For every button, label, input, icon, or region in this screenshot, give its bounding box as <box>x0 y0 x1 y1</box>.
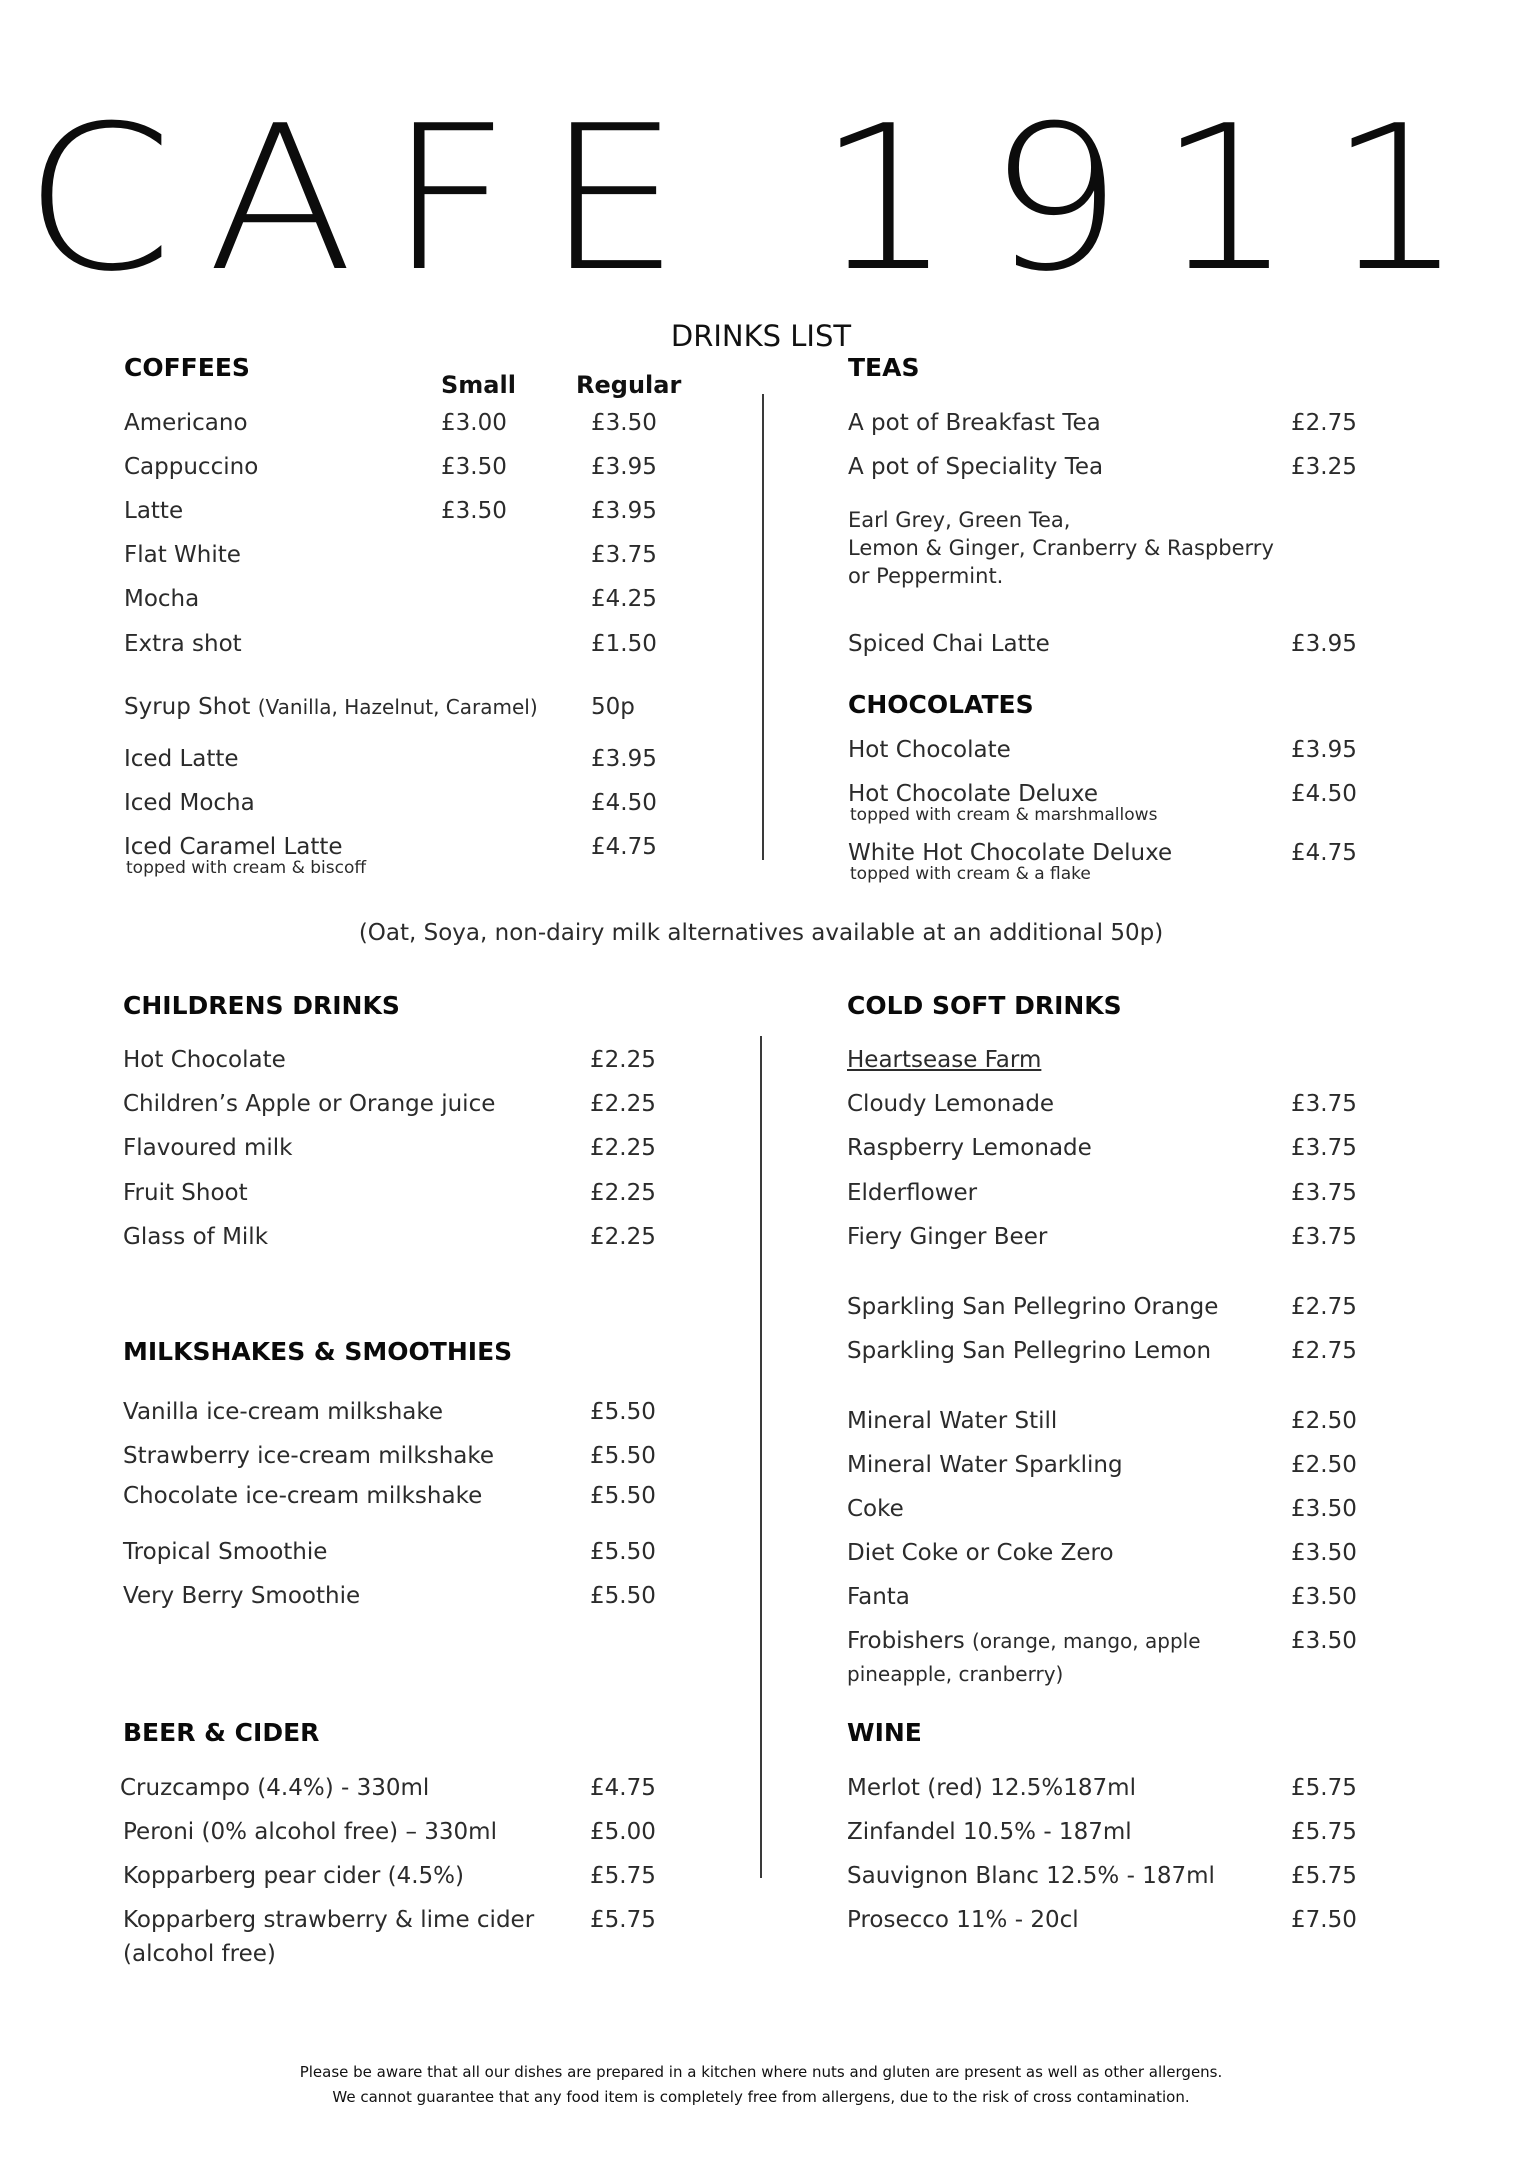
item-name: Diet Coke or Coke Zero <box>847 1540 1114 1566</box>
item-name: Strawberry ice-cream milkshake <box>123 1443 495 1469</box>
item-price: £2.25 <box>590 1224 656 1250</box>
item-name: Flat White <box>124 542 241 568</box>
item-price: £2.75 <box>1291 1338 1357 1364</box>
item-name: Hot Chocolate <box>848 737 1011 763</box>
item-name: Mineral Water Still <box>847 1408 1058 1434</box>
item-price: £5.50 <box>590 1399 656 1425</box>
item-price: £3.75 <box>1291 1224 1357 1250</box>
item-name: Sauvignon Blanc 12.5% - 187ml <box>847 1863 1215 1889</box>
item-name: Kopparberg strawberry & lime cider <box>123 1907 535 1933</box>
item-price: £5.75 <box>1291 1775 1357 1801</box>
item-name: A pot of Breakfast Tea <box>848 410 1101 436</box>
milkshakes-heading: MILKSHAKES & SMOOTHIES <box>123 1337 513 1366</box>
allergen-notice-line-2: We cannot guarantee that any food item is completely free from allergens, due to the risk of cross contamination. <box>332 2088 1190 2106</box>
item-price: £5.50 <box>590 1539 656 1565</box>
item-name: Chocolate ice-cream milkshake <box>123 1483 483 1509</box>
item-price: £2.75 <box>1291 410 1357 436</box>
item-name: Iced Caramel Latte <box>124 834 343 860</box>
item-name: Frobishers (orange, mango, apple <box>847 1628 1201 1654</box>
item-name: Fiery Ginger Beer <box>847 1224 1048 1250</box>
item-price: £3.50 <box>1291 1496 1357 1522</box>
item-price: £3.25 <box>1291 454 1357 480</box>
item-subtext: topped with cream & a flake <box>850 864 1091 884</box>
item-price: £5.50 <box>590 1583 656 1609</box>
item-name: Kopparberg pear cider (4.5%) <box>123 1863 465 1889</box>
item-price: £3.50 <box>1291 1628 1357 1654</box>
item-price: £5.75 <box>590 1907 656 1933</box>
col-small-header: Small <box>441 371 516 399</box>
item-name: Extra shot <box>124 631 242 657</box>
item-detail: (Vanilla, Hazelnut, Caramel) <box>257 695 538 719</box>
item-price: £5.75 <box>590 1863 656 1889</box>
item-price: £2.25 <box>590 1091 656 1117</box>
regular-price: £3.75 <box>591 542 657 568</box>
item-price: £3.95 <box>1291 631 1357 657</box>
item-price: £3.75 <box>1291 1135 1357 1161</box>
item-name: Flavoured milk <box>123 1135 293 1161</box>
item-name: Prosecco 11% - 20cl <box>847 1907 1079 1933</box>
item-price: £5.75 <box>1291 1863 1357 1889</box>
coffees-heading: COFFEES <box>124 353 250 382</box>
item-name: Zinfandel 10.5% - 187ml <box>847 1819 1132 1845</box>
col-regular-header: Regular <box>576 371 682 399</box>
item-name: Cruzcampo (4.4%) - 330ml <box>120 1775 430 1801</box>
childrens-heading: CHILDRENS DRINKS <box>123 991 400 1020</box>
item-price: £2.50 <box>1291 1452 1357 1478</box>
item-name: Cappuccino <box>124 454 259 480</box>
small-price: £3.50 <box>441 498 507 524</box>
item-subtext: topped with cream & biscoff <box>126 858 367 878</box>
cafe-title: CAFE 1911 <box>23 83 1499 316</box>
regular-price: £4.25 <box>591 586 657 612</box>
item-price: £5.75 <box>1291 1819 1357 1845</box>
item-name: Cloudy Lemonade <box>847 1091 1055 1117</box>
regular-price: 50p <box>591 694 635 720</box>
item-detail: (orange, mango, apple <box>972 1629 1201 1653</box>
item-name: A pot of Speciality Tea <box>848 454 1104 480</box>
item-subtext: topped with cream & marshmallows <box>850 805 1158 825</box>
item-name: Mineral Water Sparkling <box>847 1452 1123 1478</box>
regular-price: £1.50 <box>591 631 657 657</box>
item-price: £3.75 <box>1291 1180 1357 1206</box>
small-price: £3.50 <box>441 454 507 480</box>
item-price: £7.50 <box>1291 1907 1357 1933</box>
regular-price: £3.95 <box>591 746 657 772</box>
item-price: £2.25 <box>590 1180 656 1206</box>
item-name: Children’s Apple or Orange juice <box>123 1091 496 1117</box>
regular-price: £3.50 <box>591 410 657 436</box>
item-name: Tropical Smoothie <box>123 1539 328 1565</box>
item-name: Glass of Milk <box>123 1224 269 1250</box>
item-price: £3.75 <box>1291 1091 1357 1117</box>
item-price: £2.75 <box>1291 1294 1357 1320</box>
item-name: Mocha <box>124 586 200 612</box>
regular-price: £4.75 <box>591 834 657 860</box>
item-name: Iced Mocha <box>124 790 255 816</box>
item-name: Latte <box>124 498 184 524</box>
item-name: Sparkling San Pellegrino Orange <box>847 1294 1219 1320</box>
item-name: Very Berry Smoothie <box>123 1583 361 1609</box>
item-price: £3.50 <box>1291 1584 1357 1610</box>
small-price: £3.00 <box>441 410 507 436</box>
item-price: £3.95 <box>1291 737 1357 763</box>
item-price: £4.75 <box>1291 840 1357 866</box>
item-price: £2.50 <box>1291 1408 1357 1434</box>
item-detail-continued: pineapple, cranberry) <box>847 1662 1064 1686</box>
item-name: Raspberry Lemonade <box>847 1135 1092 1161</box>
item-price: £4.50 <box>1291 781 1357 807</box>
regular-price: £3.95 <box>591 498 657 524</box>
milk-alternatives-note: (Oat, Soya, non-dairy milk alternatives available at an additional 50p) <box>358 920 1164 946</box>
item-name: Fanta <box>847 1584 910 1610</box>
item-name: Syrup Shot (Vanilla, Hazelnut, Caramel) <box>124 694 538 720</box>
item-name: Coke <box>847 1496 904 1522</box>
item-price: £5.00 <box>590 1819 656 1845</box>
chocolates-heading: CHOCOLATES <box>848 690 1034 719</box>
item-name: Hot Chocolate <box>123 1047 286 1073</box>
beer-heading: BEER & CIDER <box>123 1718 320 1747</box>
item-name: Merlot (red) 12.5%187ml <box>847 1775 1136 1801</box>
drinks-list-subtitle: DRINKS LIST <box>670 319 852 353</box>
heartsease-farm-label: Heartsease Farm <box>847 1047 1042 1073</box>
item-name: Americano <box>124 410 248 436</box>
item-name: Elderflower <box>847 1180 978 1206</box>
teas-heading: TEAS <box>848 353 920 382</box>
item-name: Sparkling San Pellegrino Lemon <box>847 1338 1212 1364</box>
wine-heading: WINE <box>847 1718 922 1747</box>
item-name: Vanilla ice-cream milkshake <box>123 1399 444 1425</box>
item-name: Spiced Chai Latte <box>848 631 1050 657</box>
item-price: £4.75 <box>590 1775 656 1801</box>
item-name: White Hot Chocolate Deluxe <box>848 840 1173 866</box>
regular-price: £3.95 <box>591 454 657 480</box>
allergen-notice-line-1: Please be aware that all our dishes are prepared in a kitchen where nuts and gluten are present as well as other allergens. <box>299 2063 1223 2081</box>
item-price: £5.50 <box>590 1443 656 1469</box>
item-name: Iced Latte <box>124 746 239 772</box>
item-price: £2.25 <box>590 1047 656 1073</box>
column-divider <box>760 1036 762 1878</box>
item-name: Fruit Shoot <box>123 1180 248 1206</box>
item-name: Hot Chocolate Deluxe <box>848 781 1098 807</box>
column-divider <box>762 394 764 860</box>
item-price: £2.25 <box>590 1135 656 1161</box>
item-price: £3.50 <box>1291 1540 1357 1566</box>
item-name-continued: (alcohol free) <box>123 1941 276 1967</box>
item-name: Peroni (0% alcohol free) – 330ml <box>123 1819 497 1845</box>
cold-drinks-heading: COLD SOFT DRINKS <box>847 991 1122 1020</box>
regular-price: £4.50 <box>591 790 657 816</box>
tea-varieties: Earl Grey, Green Tea, Lemon & Ginger, Cranberry & Raspberry or Peppermint. <box>848 508 1274 588</box>
item-price: £5.50 <box>590 1483 656 1509</box>
